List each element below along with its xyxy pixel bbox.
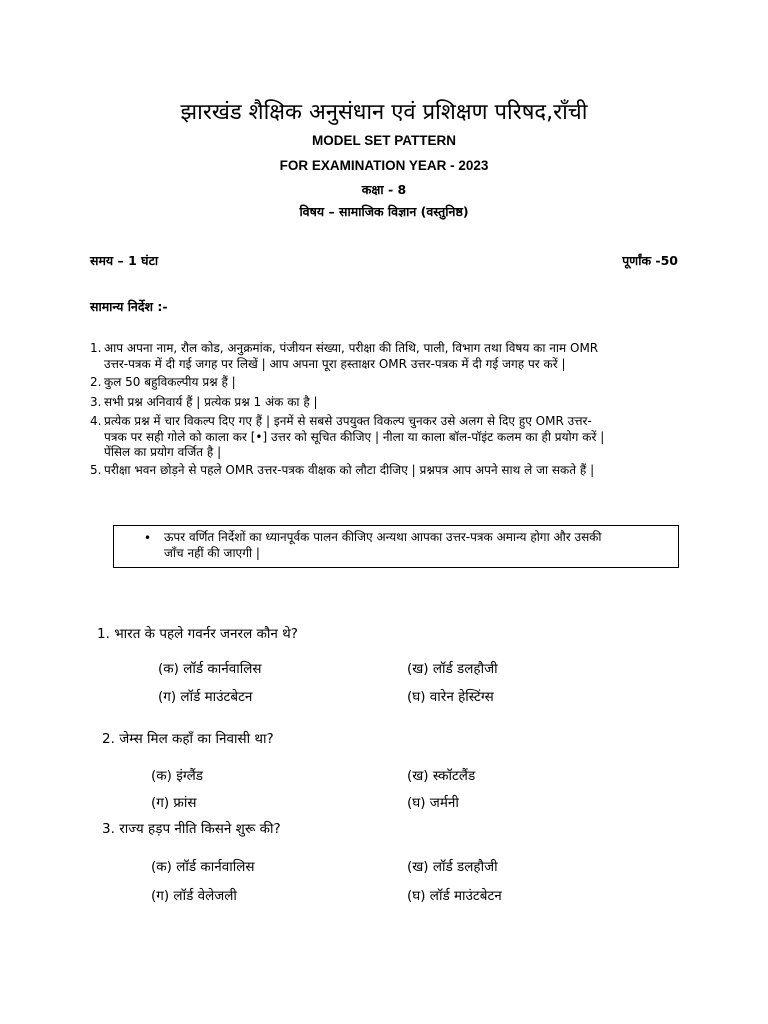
instruction-text: परीक्षा भवन छोड़ने से पहले OMR उत्तर-पत्रक वीक्षक को लौटा दीजिए | प्रश्नपत्र आप अपने साथ ले जा सकते हैं | <box>104 462 595 477</box>
bullet-icon: • <box>144 531 152 545</box>
instruction-number: 3. <box>90 394 102 409</box>
warning-note-text <box>164 530 674 561</box>
class-heading: कक्षा - 8 <box>361 182 407 197</box>
instruction-text: सभी प्रश्न अनिवार्य हैं | प्रत्येक प्रश्न 1 अंक का है | <box>104 394 318 409</box>
q3-option-c: (ग) लॉर्ड वेलेजली <box>151 888 237 904</box>
q2-option-b: (ख) स्कॉटलैंड <box>407 768 476 784</box>
question-1 <box>97 624 298 642</box>
time-label: समय – 1 घंटा <box>90 253 159 268</box>
instruction-number: 5. <box>90 462 102 477</box>
q3-option-b: (ख) लॉर्ड डलहौजी <box>407 859 498 875</box>
question-text: भारत के पहले गवर्नर जनरल कौन थे? <box>114 626 298 642</box>
q1-option-a: (क) लॉर्ड कार्नवालिस <box>158 661 262 677</box>
instruction-item <box>90 341 690 372</box>
question-text: जेम्स मिल कहाँ का निवासी था? <box>119 731 274 747</box>
instruction-number: 4. <box>90 414 102 428</box>
instruction-item <box>90 395 690 411</box>
q3-option-a: (क) लॉर्ड कार्नवालिस <box>151 859 255 875</box>
document-title: झारखंड शैक्षिक अनुसंधान एवं प्रशिक्षण परिषद,राँची <box>180 100 588 125</box>
instruction-number: 1. <box>90 341 102 355</box>
q1-option-d: (घ) वारेन हेस्टिंग्स <box>407 689 494 705</box>
question-number: 2. <box>102 731 115 747</box>
instruction-text: प्रत्येक प्रश्न में चार विकल्प दिए गए हैं | इनमें से सबसे उपयुक्त विकल्प चुनकर उसे अलग से दिए हुए OMR उत्तर- <box>104 414 592 428</box>
model-set-heading: MODEL SET PATTERN <box>311 133 456 148</box>
instruction-text: उत्तर-पत्रक में दी गई जगह पर लिखें | आप अपना पूरा हस्ताक्षर OMR उत्तर-पत्रक में दी गई जगह पर करें | <box>104 356 566 371</box>
instruction-text: आप अपना नाम, रौल कोड, अनुक्रमांक, पंजीयन संख्या, परीक्षा की तिथि, पाली, विभाग तथा विषय का नाम OMR <box>104 341 599 355</box>
instruction-number: 2. <box>90 375 102 389</box>
instructions-list <box>90 341 690 478</box>
question-3 <box>102 819 281 837</box>
instruction-item <box>90 375 690 391</box>
q2-option-d: (घ) जर्मनी <box>407 795 459 811</box>
instruction-text: कुल 50 बहुविकल्पीय प्रश्न हैं | <box>104 375 236 389</box>
q1-option-b: (ख) लॉर्ड डलहौजी <box>407 661 498 677</box>
question-text: राज्य हड़प नीति किसने शुरू की? <box>119 821 281 837</box>
total-marks-label: पूर्णांक -50 <box>622 253 678 268</box>
subject-heading: विषय – सामाजिक विज्ञान (वस्तुनिष्ठ) <box>299 204 469 219</box>
instructions-heading: सामान्य निर्देश :- <box>90 299 168 314</box>
question-number: 3. <box>102 821 115 837</box>
warning-note-line: जाँच नहीं की जाएगी | <box>164 545 260 560</box>
instruction-text: पत्रक पर सही गोले को काला कर [•] उत्तर को सूचित कीजिए | नीला या काला बॉल-पॉइंट कलम का ही प्रयोग करें | <box>104 429 605 444</box>
q3-option-d: (घ) लॉर्ड माउंटबेटन <box>407 888 502 904</box>
exam-year-heading: FOR EXAMINATION YEAR - 2023 <box>279 158 489 173</box>
instruction-item <box>90 463 690 479</box>
instruction-text: पेंसिल का प्रयोग वर्जित है | <box>104 445 222 459</box>
warning-note-box <box>113 525 679 568</box>
question-2 <box>102 729 274 747</box>
warning-note-line: ऊपर वर्णित निर्देशों का ध्यानपूर्वक पालन कीजिए अन्यथा आपका उत्तर-पत्रक अमान्य होगा और उसकी <box>164 530 602 544</box>
question-number: 1. <box>97 626 110 642</box>
q1-option-c: (ग) लॉर्ड माउंटबेटन <box>158 689 253 705</box>
q2-option-c: (ग) फ्रांस <box>151 795 197 811</box>
instruction-item <box>90 414 690 461</box>
q2-option-a: (क) इंग्लैंड <box>151 768 203 784</box>
